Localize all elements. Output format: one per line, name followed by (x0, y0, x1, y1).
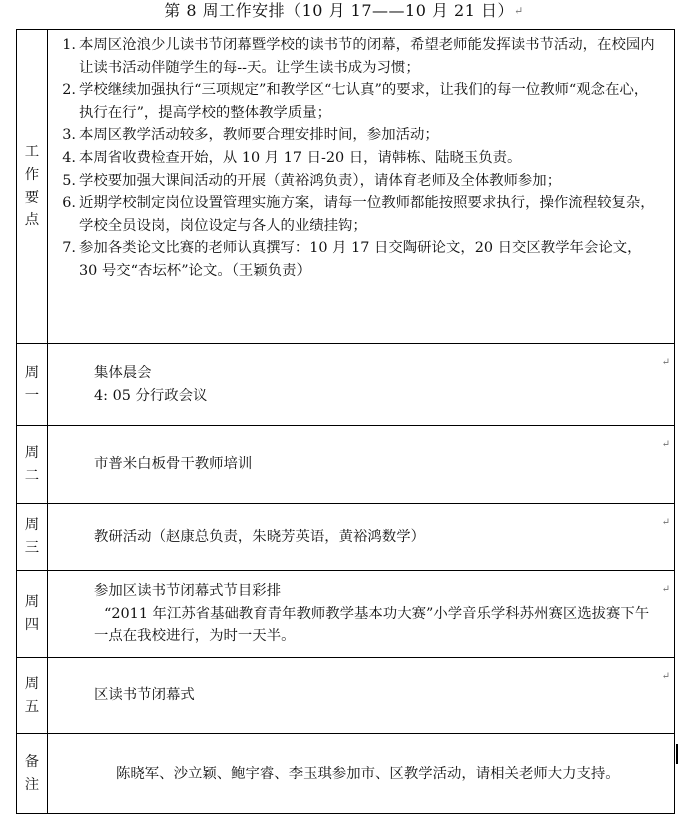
label-char: 一 (24, 387, 40, 404)
paragraph-mark-icon: ↵ (661, 439, 670, 450)
paragraph-mark-icon: ↵ (661, 517, 670, 528)
work-point-item (54, 147, 656, 170)
item-text: 学校继续加强执行“三项规定”和教学区“七认真”的要求，让我们的每一位教师“观念在心，执行在行”，提高学校的整体教学质量； (79, 82, 649, 121)
label-char: 周 (24, 594, 40, 611)
day-line: 集体晨会 (94, 364, 152, 381)
item-number: 1. (62, 37, 76, 53)
work-points-row (17, 30, 675, 344)
schedule-table (16, 29, 675, 814)
paragraph-mark-icon: ↵ (661, 671, 670, 682)
item-text: 本周省收费检查开始，从 10 月 17 日-20 日，请韩栋、陆晓玉负责。 (79, 149, 522, 166)
label-char: 二 (24, 467, 40, 484)
day-row-friday (17, 658, 675, 734)
day-line: 4: 05 分行政会议 (94, 387, 208, 404)
item-text: 本周区沧浪少儿读书节闭幕暨学校的读书节的闭幕，希望老师能发挥读书节活动，在校园内让读书活动伴随学生的每--天。让学生读书成为习惯； (79, 37, 655, 76)
label-char: 点 (24, 212, 40, 229)
item-number: 2. (62, 82, 76, 99)
label-char: 周 (24, 675, 40, 692)
label-char: 要 (24, 189, 40, 206)
item-number: 3. (62, 127, 76, 144)
item-text: 参加各类论文比赛的老师认真撰写：10 月 17 日交陶研论文，20 日交区教学年会论文，30 号交“杏坛杯”论文。（王颖负责） (79, 240, 642, 279)
title-text: 第 8 周工作安排（10 月 17——10 月 21 日） (164, 1, 514, 20)
item-number: 4. (62, 149, 76, 166)
work-points-label (17, 30, 48, 344)
item-number: 7. (62, 240, 76, 257)
paragraph-mark-icon: ↵ (514, 4, 524, 18)
label-char: 周 (24, 517, 40, 534)
item-number: 5. (62, 172, 76, 189)
work-point-item (54, 192, 656, 237)
day-line: 参加区读书节闭幕式节目彩排 (94, 583, 282, 600)
page-title (0, 0, 688, 26)
day-line: 教研活动（赵康总负责，朱晓芳英语，黄裕鸿数学） (94, 528, 425, 545)
day-line: 区读书节闭幕式 (94, 687, 195, 704)
day-row-tuesday (17, 426, 675, 504)
item-text: 学校要加强大课间活动的开展（黄裕鸿负责），请体育老师及全体教师参加； (79, 172, 562, 189)
notes-row (17, 734, 675, 814)
day-label-friday (17, 658, 48, 734)
day-line: 市普米白板骨干教师培训 (94, 456, 253, 473)
label-char: 注 (24, 776, 40, 793)
item-number: 6. (62, 195, 76, 212)
day-content-monday (48, 344, 675, 426)
work-point-item (54, 124, 656, 147)
label-char: 四 (24, 617, 40, 633)
text-cursor (676, 744, 678, 764)
label-char: 作 (24, 166, 40, 183)
label-char: 三 (24, 540, 40, 556)
label-char: 工 (24, 144, 40, 161)
label-char: 备 (24, 753, 40, 770)
work-point-item (54, 34, 656, 79)
work-point-item (54, 237, 656, 282)
work-points-list (48, 30, 675, 344)
label-char: 周 (24, 364, 40, 381)
day-label-monday (17, 344, 48, 426)
notes-text: 陈晓军、沙立颖、鲍宇睿、李玉琪参加市、区教学活动，请相关老师大力支持。 (116, 765, 620, 782)
day-content-wednesday (48, 504, 675, 571)
day-line: “2011 年江苏省基础教育青年教师教学基本功大赛”小学音乐学科苏州赛区选拔赛下午一点在我校进行，为时一天半。 (94, 605, 650, 645)
day-label-wednesday (17, 504, 48, 571)
item-text: 近期学校制定岗位设置管理实施方案，请每一位教师都能按照要求执行，操作流程较复杂，学校全员设岗，岗位设定与各人的业绩挂钩； (79, 195, 655, 234)
paragraph-mark-icon: ↵ (661, 584, 670, 595)
label-char: 五 (24, 698, 40, 715)
work-point-item (54, 170, 656, 193)
item-text: 本周区教学活动较多，教师要合理安排时间，参加活动； (79, 127, 439, 144)
day-label-tuesday (17, 426, 48, 504)
day-row-monday (17, 344, 675, 426)
paragraph-mark-icon: ↵ (661, 357, 670, 368)
day-row-wednesday (17, 504, 675, 571)
notes-content[interactable] (48, 734, 675, 814)
notes-label (17, 734, 48, 814)
work-point-item (54, 79, 656, 124)
day-content-thursday (48, 571, 675, 658)
day-content-tuesday (48, 426, 675, 504)
day-content-friday (48, 658, 675, 734)
label-char: 周 (24, 444, 40, 461)
day-label-thursday (17, 571, 48, 658)
day-row-thursday (17, 571, 675, 658)
